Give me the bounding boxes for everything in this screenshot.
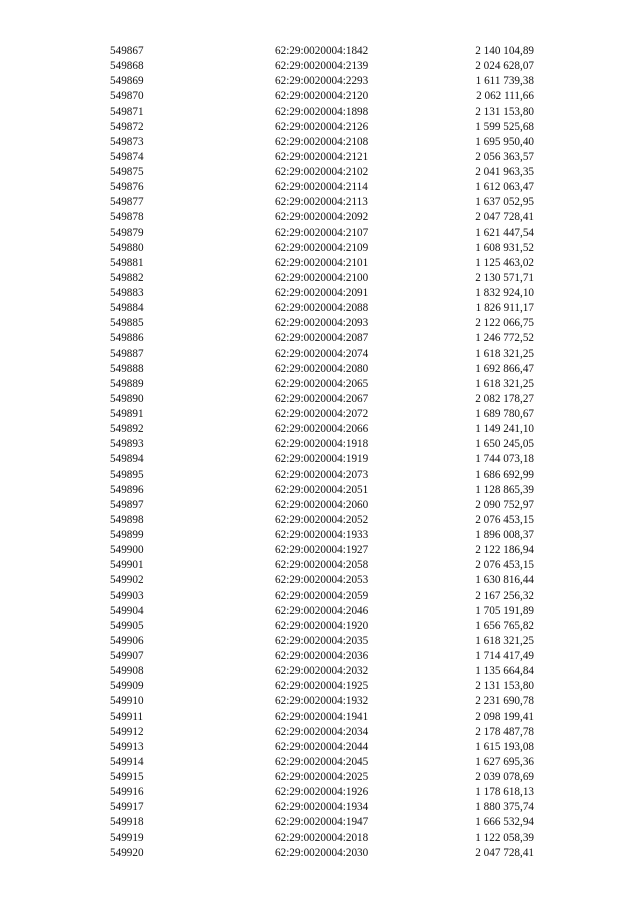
cadastral-number: 62:29:0020004:1934: [275, 801, 369, 814]
cadastral-value: 1 637 052,95: [475, 196, 534, 209]
cadastral-number: 62:29:0020004:1941: [275, 710, 369, 723]
row-number: 549903: [110, 589, 144, 602]
table-row: [110, 210, 540, 225]
row-number: 549910: [110, 695, 144, 708]
table-row: [110, 452, 540, 467]
cadastral-number: 62:29:0020004:1926: [275, 786, 369, 799]
table-row: [110, 105, 540, 120]
cadastral-number: 62:29:0020004:1842: [275, 45, 369, 57]
cadastral-number: 62:29:0020004:1919: [275, 453, 369, 466]
table-row: [110, 725, 540, 740]
table-row: [110, 286, 540, 301]
table-row: [110, 649, 540, 664]
cadastral-value: 2 131 153,80: [475, 105, 534, 118]
row-number: 549904: [110, 604, 144, 617]
row-number: 549906: [110, 634, 144, 647]
cadastral-number: 62:29:0020004:2087: [275, 332, 369, 345]
row-number: 549872: [110, 120, 144, 133]
row-number: 549870: [110, 90, 144, 103]
cadastral-value: 1 178 618,13: [475, 786, 534, 799]
row-number: 549892: [110, 423, 144, 436]
table-row: [110, 89, 540, 104]
row-number: 549889: [110, 377, 144, 390]
cadastral-number: 62:29:0020004:2032: [275, 665, 369, 678]
cadastral-value: 1 125 463,02: [475, 256, 534, 269]
row-number: 549867: [110, 45, 144, 57]
cadastral-value: 1 896 008,37: [475, 529, 534, 541]
cadastral-number: 62:29:0020004:1933: [275, 529, 369, 541]
cadastral-number: 62:29:0020004:2072: [275, 408, 369, 420]
table-row: [110, 392, 540, 407]
row-number: 549897: [110, 498, 144, 511]
cadastral-number: 62:29:0020004:2101: [275, 256, 369, 269]
row-number: 549869: [110, 75, 144, 88]
cadastral-number: 62:29:0020004:1947: [275, 816, 369, 829]
row-number: 549894: [110, 453, 144, 466]
cadastral-number: 62:29:0020004:1920: [275, 619, 369, 632]
row-number: 549880: [110, 241, 144, 254]
cadastral-number: 62:29:0020004:1898: [275, 105, 369, 118]
row-number: 549896: [110, 483, 144, 496]
table-row: [110, 755, 540, 770]
cadastral-value: 1 705 191,89: [475, 604, 534, 617]
table-row: [110, 483, 540, 498]
table-row: [110, 180, 540, 195]
table-row: [110, 120, 540, 135]
row-number: 549873: [110, 135, 144, 148]
cadastral-number: 62:29:0020004:2100: [275, 271, 369, 284]
cadastral-number: 62:29:0020004:2060: [275, 498, 369, 511]
cadastral-number: 62:29:0020004:2108: [275, 135, 369, 148]
cadastral-value: 1 618 321,25: [475, 377, 534, 390]
cadastral-value: 1 618 321,25: [475, 634, 534, 647]
cadastral-number: 62:29:0020004:2126: [275, 120, 369, 133]
table-row: [110, 694, 540, 709]
cadastral-number: 62:29:0020004:2036: [275, 650, 369, 662]
cadastral-value: 2 090 752,97: [475, 498, 534, 511]
cadastral-value: 2 167 256,32: [475, 589, 534, 602]
table-row: [110, 513, 540, 528]
cadastral-value: 2 041 963,35: [475, 166, 534, 178]
table-row: [110, 468, 540, 483]
table-row: [110, 498, 540, 513]
cadastral-value: 2 062 111,66: [476, 90, 534, 103]
cadastral-number: 62:29:0020004:1925: [275, 680, 369, 693]
table-row: [110, 195, 540, 210]
cadastral-number: 62:29:0020004:2053: [275, 574, 369, 587]
table-row: [110, 831, 540, 846]
row-number: 549901: [110, 559, 144, 572]
cadastral-value: 1 122 058,39: [475, 831, 534, 844]
cadastral-number: 62:29:0020004:2093: [275, 317, 369, 330]
table-row: [110, 256, 540, 271]
cadastral-number: 62:29:0020004:2034: [275, 725, 369, 738]
table-row: [110, 846, 540, 861]
table-row: [110, 785, 540, 800]
table-row: [110, 815, 540, 830]
cadastral-value: 1 666 532,94: [475, 816, 534, 829]
table-row: [110, 377, 540, 392]
cadastral-number: 62:29:0020004:2091: [275, 287, 369, 299]
row-number: 549874: [110, 150, 144, 163]
table-row: [110, 800, 540, 815]
table-row: [110, 558, 540, 573]
table-row: [110, 44, 540, 59]
cadastral-number: 62:29:0020004:2018: [275, 831, 369, 844]
cadastral-number: 62:29:0020004:2102: [275, 166, 369, 178]
cadastral-value: 1 128 865,39: [475, 483, 534, 496]
cadastral-value: 2 122 186,94: [475, 544, 534, 557]
cadastral-value: 2 231 690,78: [475, 695, 534, 708]
row-number: 549886: [110, 332, 144, 345]
table-row: [110, 407, 540, 422]
table-row: [110, 271, 540, 286]
row-number: 549885: [110, 317, 144, 330]
row-number: 549905: [110, 619, 144, 632]
cadastral-number: 62:29:0020004:2088: [275, 302, 369, 315]
cadastral-value: 1 608 931,52: [475, 241, 534, 254]
cadastral-value: 1 686 692,99: [475, 468, 534, 481]
cadastral-number: 62:29:0020004:2052: [275, 513, 369, 526]
cadastral-number: 62:29:0020004:2139: [275, 60, 369, 73]
row-number: 549876: [110, 181, 144, 194]
row-number: 549879: [110, 226, 144, 239]
cadastral-number: 62:29:0020004:2044: [275, 740, 369, 753]
cadastral-value: 1 618 321,25: [475, 347, 534, 360]
cadastral-value: 1 621 447,54: [475, 226, 534, 239]
table-row: [110, 165, 540, 180]
cadastral-number: 62:29:0020004:1918: [275, 438, 369, 451]
cadastral-value: 1 695 950,40: [475, 135, 534, 148]
row-number: 549912: [110, 725, 144, 738]
cadastral-number: 62:29:0020004:2025: [275, 771, 369, 783]
cadastral-number: 62:29:0020004:2073: [275, 468, 369, 481]
table-row: [110, 437, 540, 452]
cadastral-value: 1 650 245,05: [475, 438, 534, 451]
data-table: [110, 44, 540, 861]
cadastral-value: 2 122 066,75: [475, 317, 534, 330]
row-number: 549890: [110, 392, 144, 405]
row-number: 549887: [110, 347, 144, 360]
table-row: [110, 740, 540, 755]
table-row: [110, 710, 540, 725]
cadastral-number: 62:29:0020004:2067: [275, 392, 369, 405]
cadastral-value: 1 612 063,47: [475, 181, 534, 194]
cadastral-value: 2 024 628,07: [475, 60, 534, 73]
row-number: 549917: [110, 801, 144, 814]
cadastral-value: 1 880 375,74: [475, 801, 534, 814]
cadastral-value: 1 149 241,10: [475, 423, 534, 436]
cadastral-value: 2 039 078,69: [475, 771, 534, 783]
row-number: 549919: [110, 831, 144, 844]
cadastral-value: 1 656 765,82: [475, 619, 534, 632]
table-row: [110, 422, 540, 437]
table-row: [110, 664, 540, 679]
cadastral-value: 2 140 104,89: [475, 45, 534, 57]
cadastral-number: 62:29:0020004:2065: [275, 377, 369, 390]
cadastral-number: 62:29:0020004:2035: [275, 634, 369, 647]
table-row: [110, 619, 540, 634]
cadastral-number: 62:29:0020004:2113: [275, 196, 368, 209]
table-row: [110, 59, 540, 74]
row-number: 549878: [110, 211, 144, 224]
cadastral-number: 62:29:0020004:2058: [275, 559, 369, 572]
cadastral-number: 62:29:0020004:2066: [275, 423, 369, 436]
cadastral-number: 62:29:0020004:2121: [275, 150, 369, 163]
table-row: [110, 543, 540, 558]
row-number: 549918: [110, 816, 144, 829]
row-number: 549914: [110, 755, 144, 768]
table-row: [110, 573, 540, 588]
cadastral-value: 1 627 695,36: [475, 755, 534, 768]
table-row: [110, 770, 540, 785]
row-number: 549893: [110, 438, 144, 451]
table-row: [110, 679, 540, 694]
table-row: [110, 150, 540, 165]
row-number: 549915: [110, 771, 144, 783]
row-number: 549898: [110, 513, 144, 526]
table-row: [110, 331, 540, 346]
cadastral-value: 2 130 571,71: [475, 271, 534, 284]
cadastral-number: 62:29:0020004:2114: [275, 181, 368, 194]
row-number: 549909: [110, 680, 144, 693]
cadastral-value: 1 826 911,17: [475, 302, 534, 315]
table-row: [110, 634, 540, 649]
cadastral-number: 62:29:0020004:2059: [275, 589, 369, 602]
cadastral-number: 62:29:0020004:2051: [275, 483, 369, 496]
table-row: [110, 589, 540, 604]
table-row: [110, 347, 540, 362]
cadastral-number: 62:29:0020004:2092: [275, 211, 369, 224]
cadastral-number: 62:29:0020004:1927: [275, 544, 369, 557]
row-number: 549883: [110, 287, 144, 299]
cadastral-number: 62:29:0020004:2074: [275, 347, 369, 360]
cadastral-number: 62:29:0020004:2030: [275, 846, 369, 859]
row-number: 549907: [110, 650, 144, 662]
cadastral-value: 2 098 199,41: [475, 710, 534, 723]
row-number: 549900: [110, 544, 144, 557]
row-number: 549868: [110, 60, 144, 73]
row-number: 549911: [110, 710, 144, 723]
cadastral-number: 62:29:0020004:2109: [275, 241, 369, 254]
row-number: 549881: [110, 256, 144, 269]
row-number: 549895: [110, 468, 144, 481]
cadastral-number: 62:29:0020004:2107: [275, 226, 369, 239]
table-row: [110, 135, 540, 150]
cadastral-number: 62:29:0020004:2045: [275, 755, 369, 768]
row-number: 549908: [110, 665, 144, 678]
cadastral-value: 2 047 728,41: [475, 846, 534, 859]
table-row: [110, 241, 540, 256]
cadastral-number: 62:29:0020004:1932: [275, 695, 369, 708]
table-row: [110, 362, 540, 377]
row-number: 549888: [110, 362, 144, 375]
cadastral-value: 1 689 780,67: [475, 408, 534, 420]
table-row: [110, 301, 540, 316]
cadastral-value: 1 744 073,18: [475, 453, 534, 466]
table-row: [110, 226, 540, 241]
cadastral-value: 2 076 453,15: [475, 513, 534, 526]
cadastral-number: 62:29:0020004:2080: [275, 362, 369, 375]
cadastral-value: 1 692 866,47: [475, 362, 534, 375]
cadastral-value: 2 131 153,80: [475, 680, 534, 693]
table-row: [110, 316, 540, 331]
cadastral-value: 1 611 739,38: [475, 75, 534, 88]
row-number: 549902: [110, 574, 144, 587]
row-number: 549920: [110, 846, 144, 859]
cadastral-value: 2 047 728,41: [475, 211, 534, 224]
row-number: 549899: [110, 529, 144, 541]
table-row: [110, 528, 540, 543]
row-number: 549891: [110, 408, 144, 420]
cadastral-value: 1 714 417,49: [475, 650, 534, 662]
row-number: 549916: [110, 786, 144, 799]
cadastral-number: 62:29:0020004:2046: [275, 604, 369, 617]
cadastral-value: 1 599 525,68: [475, 120, 534, 133]
cadastral-value: 1 630 816,44: [475, 574, 534, 587]
cadastral-value: 1 135 664,84: [475, 665, 534, 678]
row-number: 549913: [110, 740, 144, 753]
row-number: 549877: [110, 196, 144, 209]
cadastral-value: 1 246 772,52: [475, 332, 534, 345]
row-number: 549875: [110, 166, 144, 178]
cadastral-number: 62:29:0020004:2293: [275, 75, 369, 88]
cadastral-value: 1 615 193,08: [475, 740, 534, 753]
cadastral-number: 62:29:0020004:2120: [275, 90, 369, 103]
table-row: [110, 74, 540, 89]
row-number: 549882: [110, 271, 144, 284]
row-number: 549884: [110, 302, 144, 315]
cadastral-value: 2 082 178,27: [475, 392, 534, 405]
cadastral-value: 2 076 453,15: [475, 559, 534, 572]
table-row: [110, 604, 540, 619]
row-number: 549871: [110, 105, 144, 118]
cadastral-value: 2 178 487,78: [475, 725, 534, 738]
cadastral-value: 1 832 924,10: [475, 287, 534, 299]
cadastral-value: 2 056 363,57: [475, 150, 534, 163]
